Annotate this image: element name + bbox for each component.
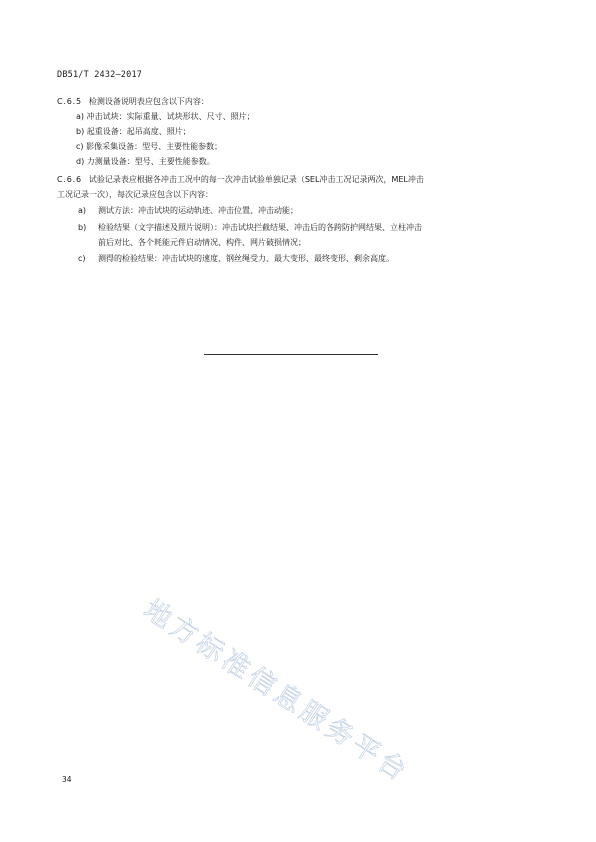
item-label: d) — [76, 157, 85, 166]
clause-c65-item-c — [76, 141, 222, 153]
item-text: 冲击试块：实际重量、试块形状、尺寸、照片； — [86, 112, 255, 121]
item-label: a) — [76, 112, 85, 121]
clause-c66-item-b-continuation: 前后对比、各个耗能元件启动情况、构件、网片破损情况； — [98, 238, 306, 247]
clause-c65-item-d — [76, 156, 215, 168]
watermark: 地方标准信息服务平台 — [137, 594, 415, 789]
clause-c66-item-a — [78, 205, 298, 217]
clause-c66-heading — [57, 174, 424, 186]
clause-c66-number: C.6.6 — [57, 175, 82, 184]
clause-c65-text: 检测设备说明表应包含以下内容： — [88, 97, 209, 106]
item-label: b) — [78, 223, 87, 232]
clause-c65-heading — [57, 96, 209, 108]
clause-c65-item-b — [76, 126, 191, 138]
item-text: 起重设备：起吊高度、照片； — [86, 127, 191, 136]
clause-c66-item-c — [78, 253, 394, 265]
item-label: a) — [78, 206, 87, 215]
standard-code: DB51/T 2432—2017 — [57, 70, 143, 80]
item-text: 影像采集设备：型号、主要性能参数； — [86, 142, 223, 151]
page-number: 34 — [62, 775, 72, 784]
item-label: c) — [78, 254, 86, 263]
clause-c65-item-a — [76, 111, 255, 123]
item-text: 检验结果（文字描述及照片说明）：冲击试块拦截结果、冲击后的各跨防护网结果、立柱冲击 — [98, 223, 422, 232]
item-text: 力测量设备：型号、主要性能参数。 — [86, 157, 215, 166]
clause-c66-text-line2: 工况记录一次），每次记录应包含以下内容： — [57, 190, 213, 199]
end-rule — [204, 354, 378, 355]
clause-c65-number: C.6.5 — [57, 97, 82, 106]
clause-c66-item-b — [78, 222, 422, 234]
item-label: b) — [76, 127, 85, 136]
item-text: 测试方法：冲击试块的运动轨迹、冲击位置、冲击动能； — [98, 206, 298, 215]
item-label: c) — [76, 142, 84, 151]
item-text: 测得的检验结果：冲击试块的速度、钢丝绳受力、最大变形、最终变形、剩余高度。 — [98, 254, 394, 263]
clause-c66-text-line1: 试验记录表应根据各冲击工况中的每一次冲击试验单独记录（SEL冲击工况记录两次，MEL冲击 — [88, 175, 424, 184]
